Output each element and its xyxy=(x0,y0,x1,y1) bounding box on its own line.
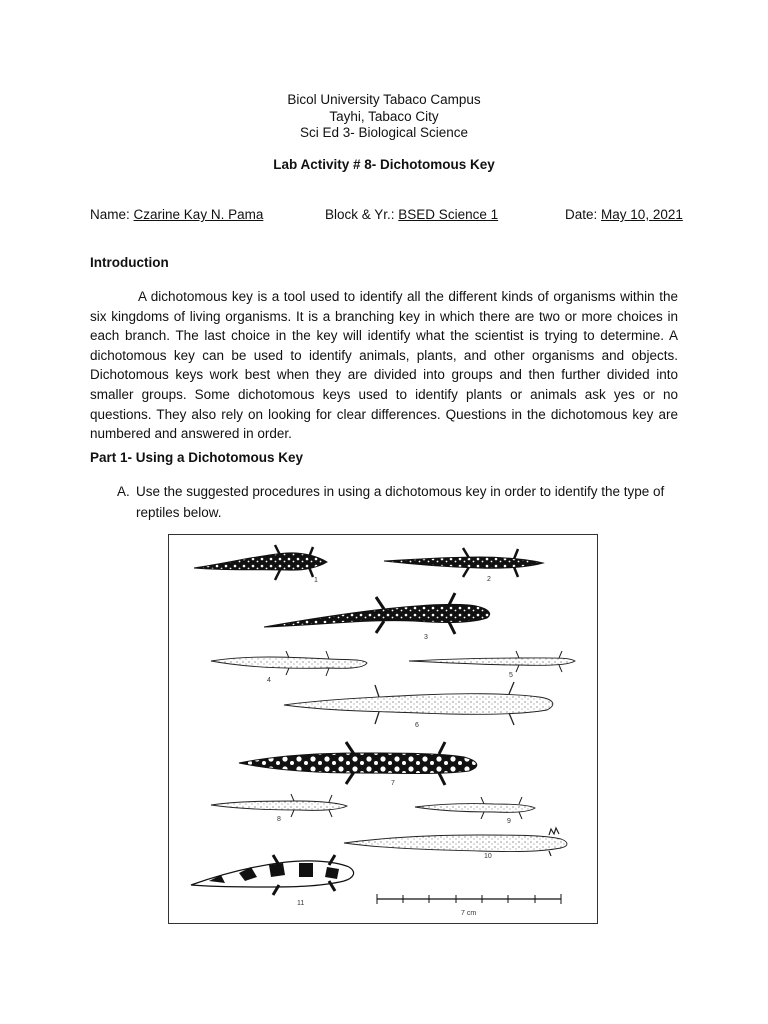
label-1: 1 xyxy=(314,577,318,584)
name-field xyxy=(90,207,263,222)
block-label: Block & Yr.: xyxy=(325,207,395,222)
salamander-figure xyxy=(168,534,598,924)
label-9: 9 xyxy=(507,818,511,825)
salamander-3 xyxy=(264,593,490,634)
label-7: 7 xyxy=(391,780,395,787)
name-label: Name: xyxy=(90,207,130,222)
header-course: Sci Ed 3- Biological Science xyxy=(299,125,469,140)
salamander-8 xyxy=(211,794,347,817)
part1-heading: Part 1- Using a Dichotomous Key xyxy=(90,450,304,465)
salamander-illustration xyxy=(169,535,599,925)
introduction-paragraph: A dichotomous key is a tool used to identify all the different kinds of organisms within the six kingdoms of living organisms. It is a branching key in which there are two or more choices in each branch. The last choice in the key will identify what the scientist is trying to determine. A dichotomous key can be used to identify animals, plants, and other organisms and objects. Dichotomous keys work best when they are divided into groups and then further divided into smaller groups. Some dichotomous keys used to identify plants or animals ask yes or no questions. They also rely on looking for clear differences. Questions in the dichotomous key are numbered and answered in order. xyxy=(90,289,678,442)
label-6: 6 xyxy=(415,722,419,729)
document-header xyxy=(0,92,768,142)
label-5: 5 xyxy=(509,672,513,679)
scale-bar xyxy=(377,894,561,904)
salamander-4 xyxy=(211,651,367,676)
header-university: Bicol University Tabaco Campus xyxy=(287,92,481,107)
name-value: Czarine Kay N. Pama xyxy=(133,207,264,222)
label-8: 8 xyxy=(277,816,281,823)
header-address: Tayhi, Tabaco City xyxy=(329,108,439,124)
introduction-heading: Introduction xyxy=(90,255,169,270)
salamander-9 xyxy=(415,797,535,819)
label-4: 4 xyxy=(267,677,271,684)
salamander-6 xyxy=(284,682,553,725)
salamander-11 xyxy=(191,855,354,895)
item-letter: A. xyxy=(117,484,130,499)
label-3: 3 xyxy=(424,634,428,641)
date-field xyxy=(565,207,683,222)
item-text: Use the suggested procedures in using a dichotomous key in order to identify the type of reptiles below. xyxy=(136,484,665,520)
date-value: May 10, 2021 xyxy=(601,207,683,222)
scale-label: 7 cm xyxy=(461,910,477,917)
date-label: Date: xyxy=(565,207,598,222)
label-11: 11 xyxy=(297,900,305,907)
salamander-5 xyxy=(409,651,575,672)
block-value: BSED Science 1 xyxy=(398,207,499,222)
salamander-1 xyxy=(194,545,327,580)
block-field xyxy=(325,207,498,222)
label-2: 2 xyxy=(487,576,491,583)
salamander-2 xyxy=(384,548,543,577)
document-title: Lab Activity # 8- Dichotomous Key xyxy=(273,157,495,172)
salamander-7 xyxy=(239,742,477,785)
salamander-10 xyxy=(344,828,567,856)
label-10: 10 xyxy=(484,853,492,860)
